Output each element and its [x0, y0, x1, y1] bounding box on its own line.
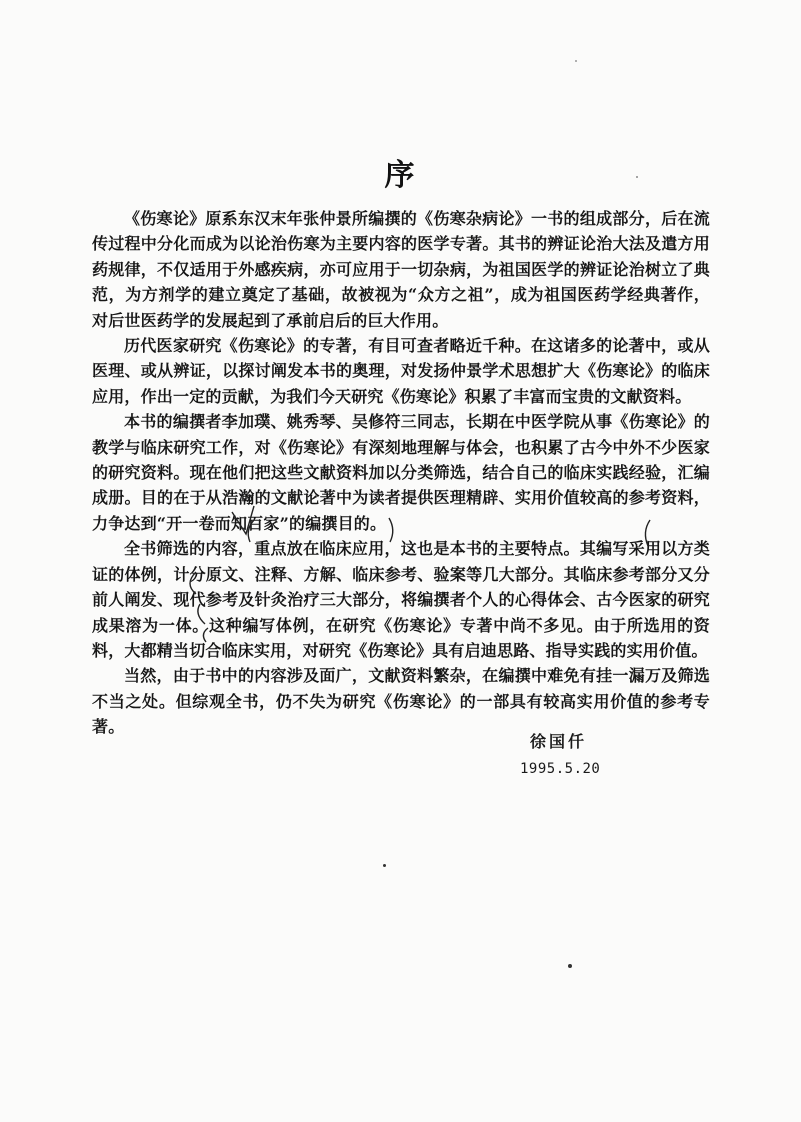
paragraph-4: 全书筛选的内容，重点放在临床应用，这也是本书的主要特点。其编写采用以方类证的体例，计分原文、注释、方解、临床参考、验案等几大部分。其临床参考部分又分前人阐发、现代参考及针灸治疗三大部分，将编撰者个人的心得体会、古今医家的研究成果溶为一体。这种编写体例，在研究《伤寒论》专著中尚不多见。由于所选用的资料，大都精当切合临床实用，对研究《伤寒论》具有启迪思路、指导实践的实用价值。 — [92, 539, 710, 660]
signature-date: 1995.5.20 — [520, 761, 601, 777]
preface-body — [92, 206, 710, 740]
paragraph-1: 《伤寒论》原系东汉末年张仲景所编撰的《伤寒杂病论》一书的组成部分，后在流传过程中分化而成为以论治伤寒为主要内容的医学专著。其书的辨证论治大法及遣方用药规律，不仅适用于外感疾病，亦可应用于一切杂病，为祖国医学的辨证论治树立了典范，为方剂学的建立奠定了基础，故被视为“众方之祖”，成为祖国医药学经典著作，对后世医药学的发展起到了承前启后的巨大作用。 — [92, 209, 710, 330]
signature-block — [520, 730, 660, 780]
scan-speck — [568, 964, 572, 968]
scan-speck — [575, 60, 577, 62]
paragraph-5: 当然，由于书中的内容涉及面广，文献资料繁杂，在编撰中难免有挂一漏万及筛选不当之处。但综观全书，仍不失为研究《伤寒论》的一部具有较高实用价值的参考专著。 — [92, 666, 710, 737]
paragraph-2: 历代医家研究《伤寒论》的专著，有目可查者略近千种。在这诸多的论著中，或从医理、或从辨证，以探讨阐发本书的奥理，对发扬仲景学术思想扩大《伤寒论》的临床应用，作出一定的贡献，为我们今天研究《伤寒论》积累了丰富而宝贵的文献资料。 — [92, 336, 710, 406]
page-title: 序 — [384, 158, 417, 193]
paragraph-3: 本书的编撰者李加璞、姚秀琴、吴修符三同志，长期在中医学院从事《伤寒论》的教学与临床研究工作，对《伤寒论》有深刻地理解与体会，也积累了古今中外不少医家的研究资料。现在他们把这些文献资料加以分类筛选，结合自己的临床实践经验，汇编成册。目的在于从浩瀚的文献论著中为读者提供医理精辟、实用价值较高的参考资料，力争达到“开一卷而知百家”的编撰目的。 — [92, 412, 710, 533]
scan-speck — [636, 176, 638, 178]
scan-speck — [383, 864, 386, 867]
author-name: 徐国仟 — [530, 732, 588, 751]
